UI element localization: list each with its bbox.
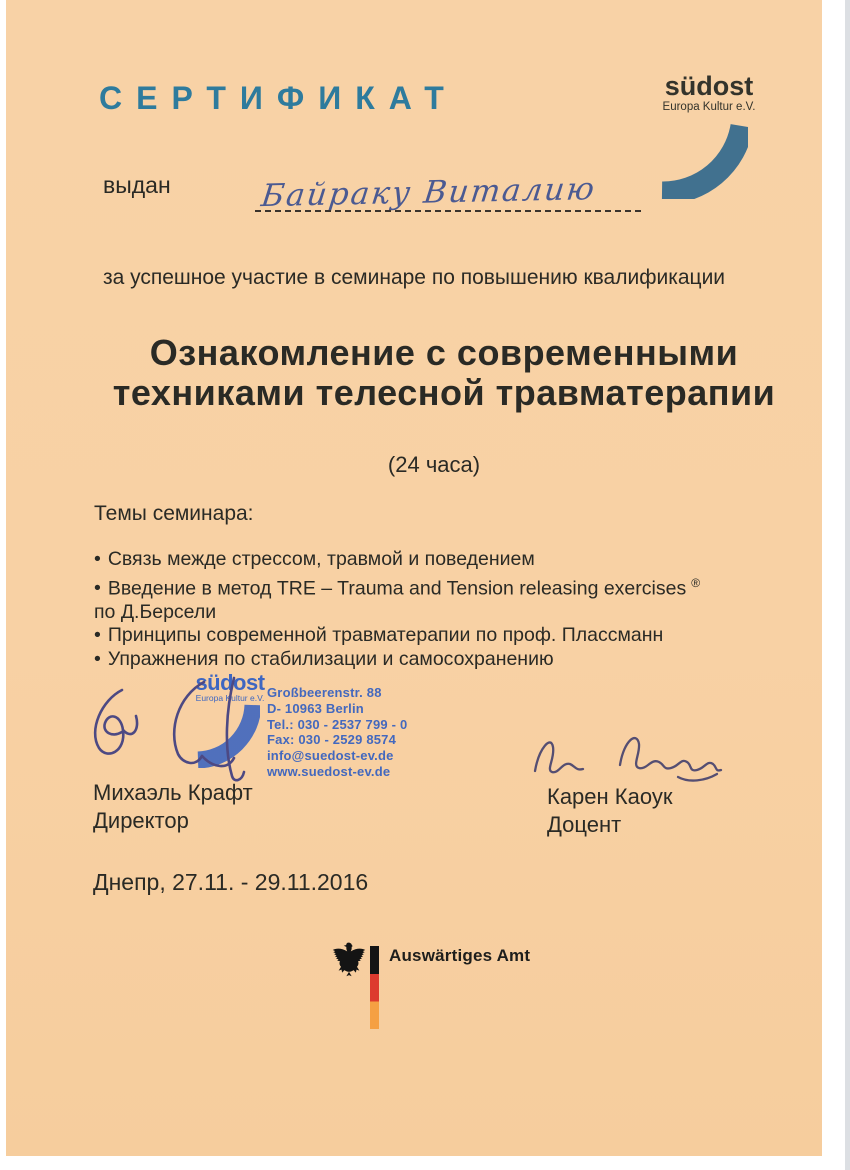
- topic-continuation-line: по Д.Берсели: [94, 600, 217, 623]
- docent-signature: [528, 718, 733, 790]
- suedost-arc-swoosh-icon: [656, 121, 748, 199]
- federal-eagle-icon: [332, 941, 366, 981]
- recipient-name-handwritten: Байраку Виталию: [259, 171, 599, 215]
- issued-to-label: выдан: [103, 172, 171, 198]
- signatory-left: [93, 779, 253, 835]
- registered-trademark-symbol: ®: [691, 575, 701, 590]
- scanner-edge-strip: [845, 0, 850, 1170]
- bullet-marker: •: [94, 624, 101, 646]
- topic-text: Связь межде стрессом, травмой и поведением: [107, 548, 535, 570]
- suedost-logo-subtitle: Europa Kultur e.V.: [662, 101, 756, 113]
- stamp-address-line: Großbeerenstr. 88: [267, 685, 382, 700]
- stamp-address-line: Fax: 030 - 2529 8574: [267, 732, 397, 748]
- topics-heading: Темы семинара:: [94, 502, 254, 525]
- german-flag-bar: [370, 946, 379, 1029]
- course-title-line1: Ознакомление с современными: [149, 332, 739, 373]
- signatory-left-name: Михаэль Крафт: [93, 780, 253, 805]
- stamp-org-name: südost: [195, 670, 265, 695]
- award-reason-text: за успешное участие в семинаре по повышению квалификации: [102, 266, 726, 289]
- stamp-address-line: Tel.: 030 - 2537 799 - 0: [267, 716, 408, 732]
- bullet-marker: •: [94, 647, 101, 670]
- bullet-marker: •: [94, 577, 101, 599]
- topic-item: [94, 624, 754, 648]
- topic-item: [94, 548, 754, 572]
- director-signature: [82, 668, 277, 788]
- topic-text: Принципы современной травматерапии по проф. Плассманн: [107, 624, 664, 646]
- course-duration: (24 часа): [387, 452, 481, 477]
- topic-text: Введение в метод TRE – Trauma and Tension releasing exercises: [107, 577, 687, 599]
- course-title: [36, 333, 850, 413]
- stamp-address-line: D- 10963 Berlin: [267, 700, 364, 716]
- signatory-right-name: Карен Каоук: [547, 784, 673, 809]
- course-title-line2: техниками телесной травматерапии: [112, 372, 776, 413]
- stamp-address-line: www.suedost-ev.de: [267, 763, 391, 779]
- suedost-logo: [649, 72, 769, 113]
- auswaertiges-amt-label: Auswärtiges Amt: [389, 946, 531, 965]
- signatory-left-role: Директор: [93, 808, 189, 833]
- topic-item: [94, 572, 754, 601]
- place-and-date: Днепр, 27.11. - 29.11.2016: [93, 869, 369, 895]
- stamp-address-block: [267, 685, 407, 780]
- suedost-logo-name: südost: [664, 71, 754, 101]
- topic-text: Упражнения по стабилизации и самосохранению: [107, 647, 554, 670]
- signatory-right-role: Доцент: [547, 812, 622, 837]
- bullet-marker: •: [94, 548, 101, 570]
- certificate-title: СЕРТИФИКАТ: [99, 80, 458, 116]
- recipient-name-dashed-line: [255, 210, 641, 212]
- stamp-org-subtitle: Europa Kultur e.V.: [195, 693, 265, 703]
- stamp-address-line: info@suedost-ev.de: [267, 748, 394, 764]
- topics-list: [94, 548, 754, 671]
- signatory-right: [547, 783, 672, 839]
